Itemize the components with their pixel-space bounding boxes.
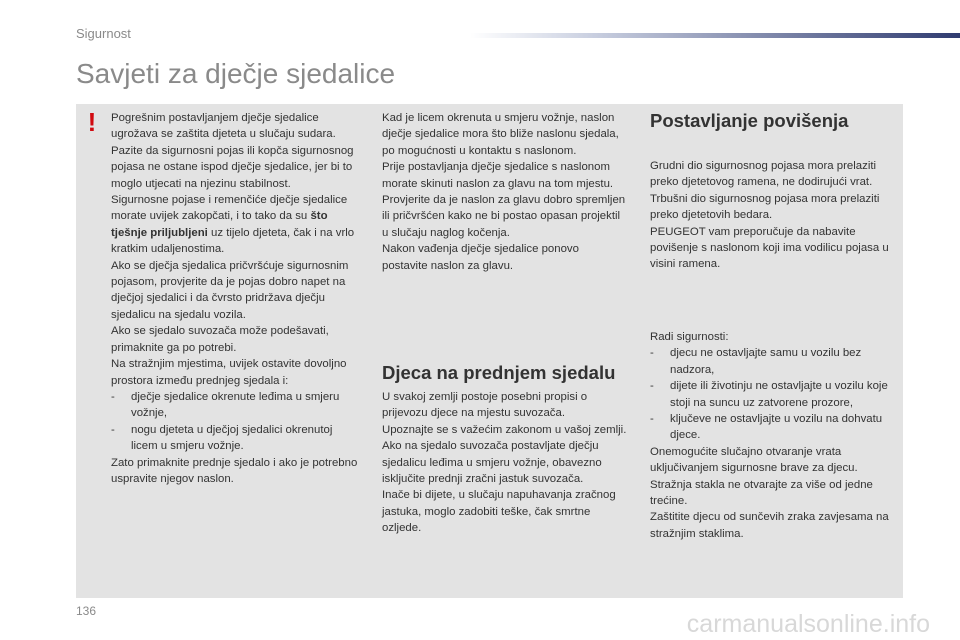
section-label: Sigurnost (76, 26, 131, 41)
list-item-text: dječje sjedalice okrenute leđima u smjeru vožnje, (131, 390, 340, 420)
paragraph: Upoznajte se s važećim zakonom u vašoj zemlji. (382, 423, 627, 436)
paragraph: Grudni dio sigurnosnog pojasa mora prelaziti preko djetetovog ramena, ne dodirujući vrat. (650, 160, 877, 189)
list-item-text: dijete ili životinju ne ostavljajte u vozilu koje stoji na suncu uz zatvorene prozore, (670, 380, 888, 409)
safety-text (650, 329, 900, 542)
paragraph: Provjerite da je naslon za glavu dobro spremljen ili pričvršćen kako ne bi postao opasan projektil u slučaju naglog kočenja. (382, 194, 626, 239)
paragraph (111, 192, 359, 258)
page-number: 136 (76, 604, 97, 618)
bullet-dash: - (650, 413, 654, 426)
list-item (111, 389, 359, 422)
paragraph: Stražnja stakla ne otvarajte za više od jedne trećine. (650, 478, 873, 508)
paragraph: Ako se dječja sjedalica pričvršćuje sigurnosnim pojasom, provjerite da je pojas dobro napet na dječjoj sjedalici i da čvrsto pridržava dječju sjedalicu na sjedalu vozila. (111, 259, 349, 321)
paragraph: Kad je licem okrenuta u smjeru vožnje, naslon dječje sjedalice mora što bliže naslonu sjedala, po mogućnosti u kontaktu s naslonom. (382, 112, 619, 157)
emphasis-text: što tješnje priljubljeni (111, 210, 328, 239)
paragraph: Ako se sjedalo suvozača može podešavati, primaknite ga po potrebi. (111, 325, 329, 354)
section-heading-front-seat: Djeca na prednjem sjedalu (382, 362, 616, 383)
paragraph: U svakoj zemlji postoje posebni propisi o prijevozu djece na mjestu suvozača. (382, 391, 588, 420)
header-bar (470, 33, 960, 38)
bullet-dash: - (650, 380, 654, 393)
middle-column (382, 110, 627, 274)
list-item-text: djecu ne ostavljajte samu u vozilu bez nadzora, (670, 347, 862, 376)
list-item-text: nogu djeteta u dječjoj sjedalici okrenutoj licem u smjeru vožnje. (131, 423, 333, 453)
list-item-text: ključeve ne ostavljajte u vozilu na dohvatu djece. (670, 413, 883, 442)
paragraph: Ako na sjedalo suvozača postavljate dječju sjedalicu leđima u smjeru vožnje, obavezno isključite prednji zračni jastuk suvozača. (382, 440, 602, 486)
paragraph: Na stražnjim mjestima, uvijek ostavite dovoljno prostora između prednjeg sjedala i: (111, 358, 347, 387)
paragraph: Prije postavljanja dječje sjedalice s naslonom morate skinuti naslon za glavu na tom mjestu. (382, 161, 614, 190)
paragraph: Inače bi dijete, u slučaju napuhavanja zračnog jastuka, moglo zadobiti teške, čak smrtne ozljede. (382, 489, 616, 535)
paragraph: Zato primaknite prednje sjedalo i ako je potrebno uspravite njegov naslon. (111, 456, 358, 485)
list-item (111, 422, 359, 455)
bullet-dash: - (111, 423, 115, 436)
paragraph: Pazite da sigurnosni pojas ili kopča sigurnosnog pojasa ne ostane ispod dječje sjedalice, jer bi to moglo utjecati na njezinu stabilnost. (111, 144, 354, 190)
text: uz tijelo djeteta, čak i na vrlo kratkim udaljenostima. (111, 226, 355, 256)
booster-text (650, 158, 900, 273)
bullet-dash: - (650, 347, 654, 360)
paragraph: Onemogućite slučajno otvaranje vrata uključivanjem sigurnosne brave za djecu. (650, 445, 858, 475)
paragraph: PEUGEOT vam preporučuje da nabavite povišenje s naslonom koji ima vodilicu pojasa u visini ramena. (650, 225, 889, 271)
list-item (650, 411, 900, 444)
text: Sigurnosne pojase i remenčiće dječje sjedalice morate uvijek zakopčati, i to tako da su (111, 194, 348, 223)
section-heading-booster: Postavljanje povišenja (650, 110, 849, 131)
watermark-text: carmanualsonline.info (686, 610, 930, 638)
paragraph: Nakon vađenja dječje sjedalice ponovo postavite naslon za glavu. (382, 243, 579, 272)
warning-icon: ! (87, 107, 97, 137)
left-column (111, 110, 359, 487)
paragraph: Pogrešnim postavljanjem dječje sjedalice ugrožava se zaštita djeteta u slučaju sudara. (111, 112, 336, 141)
paragraph: Radi sigurnosti: (650, 331, 729, 343)
page-title: Savjeti za dječje sjedalice (76, 58, 396, 89)
paragraph: Trbušni dio sigurnosnog pojasa mora prelaziti preko djetetovih bedara. (650, 192, 880, 222)
bullet-dash: - (111, 390, 115, 403)
paragraph: Zaštitite djecu od sunčevih zraka zavjesama na stražnjim staklima. (650, 511, 889, 540)
list-item (650, 378, 900, 411)
front-seat-text (382, 389, 627, 537)
list-item (650, 345, 900, 378)
